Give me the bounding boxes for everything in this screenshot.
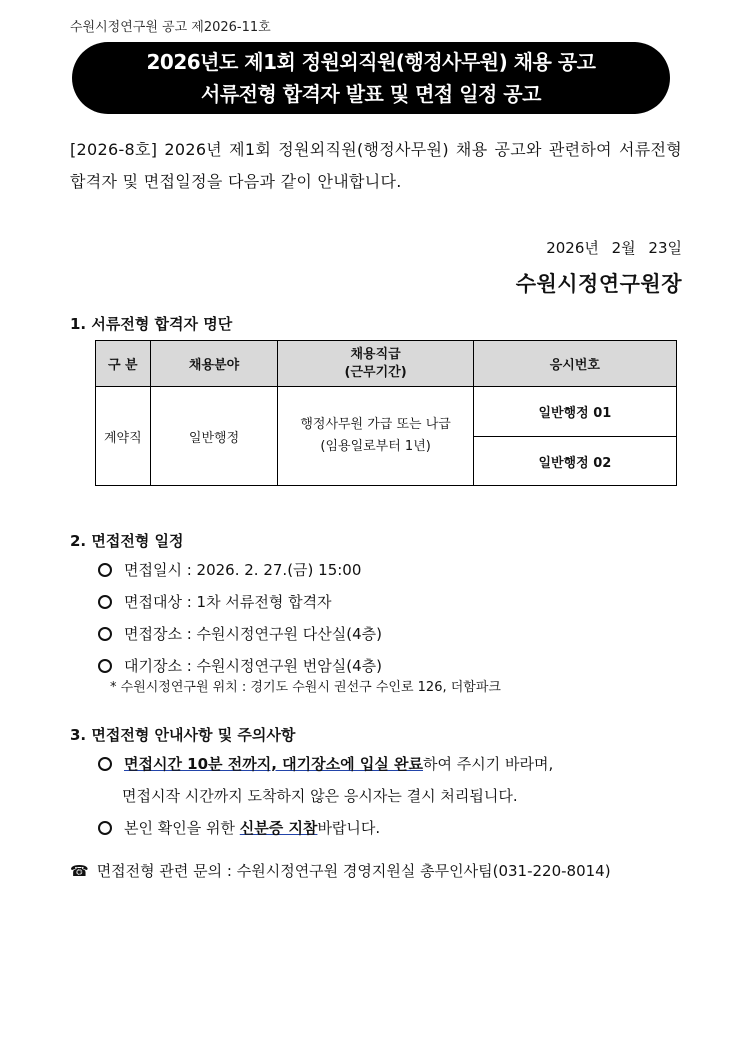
announcement-date: 2026년 2월 23일 xyxy=(546,239,682,257)
cell-grade-line2: (임용일로부터 1년) xyxy=(320,439,431,454)
instruction-2-post: 바랍니다. xyxy=(317,819,381,837)
header-category: 구 분 xyxy=(96,341,151,387)
instructions-list xyxy=(98,752,553,848)
section-2-title: 2. 면접전형 일정 xyxy=(70,532,184,550)
list-item xyxy=(98,816,553,848)
schedule-waiting-room: 대기장소 : 수원시정연구원 번암실(4층) xyxy=(124,657,382,675)
applicant-table xyxy=(95,340,677,486)
contact-line xyxy=(70,860,611,881)
instruction-1-rest: 하여 주시기 바라며, xyxy=(423,755,554,773)
schedule-target: 면접대상 : 1차 서류전형 합격자 xyxy=(124,593,332,611)
circle-bullet-icon xyxy=(98,757,112,771)
interview-schedule-list xyxy=(98,558,382,686)
header-grade-line2: (근무기간) xyxy=(344,364,407,380)
cell-applicant-id-2: 일반행정 02 xyxy=(473,437,676,486)
intro-paragraph: [2026-8호] 2026년 제1회 정원외직원(행정사무원) 채용 공고와 관련하여 서류전형 합격자 및 면접일정을 다음과 같이 안내합니다. xyxy=(70,140,682,191)
instruction-1-emphasis: 면접시간 10분 전까지, 대기장소에 입실 완료 xyxy=(124,755,424,773)
list-item xyxy=(98,558,382,590)
list-item-continuation xyxy=(98,784,553,816)
title-line-2: 서류전형 합격자 발표 및 면접 일정 공고 xyxy=(201,82,541,106)
circle-bullet-icon xyxy=(98,821,112,835)
list-item xyxy=(98,590,382,622)
circle-bullet-icon xyxy=(98,627,112,641)
title-banner xyxy=(72,42,670,114)
list-item xyxy=(98,752,553,784)
instruction-1 xyxy=(124,752,553,776)
instruction-1-continuation: 면접시작 시간까지 도착하지 않은 응시자는 결시 처리됩니다. xyxy=(122,787,518,805)
cell-field: 일반행정 xyxy=(150,387,278,486)
document-number: 수원시정연구원 공고 제2026-11호 xyxy=(70,20,271,35)
cell-grade-line1: 행정사무원 가급 또는 나급 xyxy=(300,417,451,432)
header-applicant-id: 응시번호 xyxy=(473,341,676,387)
section-3-title: 3. 면접전형 안내사항 및 주의사항 xyxy=(70,726,296,744)
table-row xyxy=(96,387,677,437)
cell-applicant-id-1: 일반행정 01 xyxy=(473,387,676,437)
instruction-2-emphasis: 신분증 지참 xyxy=(239,819,318,837)
section-1-title: 1. 서류전형 합격자 명단 xyxy=(70,315,233,333)
cell-type: 계약직 xyxy=(96,387,151,486)
title-line-1: 2026년도 제1회 정원외직원(행정사무원) 채용 공고 xyxy=(146,50,596,74)
instruction-2 xyxy=(124,816,380,840)
location-note: * 수원시정연구원 위치 : 경기도 수원시 권선구 수인로 126, 더함파크 xyxy=(110,680,501,695)
circle-bullet-icon xyxy=(98,659,112,673)
instruction-2-pre: 본인 확인을 위한 xyxy=(124,819,240,837)
list-item xyxy=(98,622,382,654)
schedule-venue: 면접장소 : 수원시정연구원 다산실(4층) xyxy=(124,625,382,643)
signer-title: 수원시정연구원장 xyxy=(515,272,682,296)
header-grade-line1: 채용직급 xyxy=(350,346,401,362)
circle-bullet-icon xyxy=(98,595,112,609)
header-grade xyxy=(278,341,473,387)
circle-bullet-icon xyxy=(98,563,112,577)
schedule-datetime: 면접일시 : 2026. 2. 27.(금) 15:00 xyxy=(124,561,362,579)
header-field: 채용분야 xyxy=(150,341,278,387)
contact-text: 면접전형 관련 문의 : 수원시정연구원 경영지원실 총무인사팀(031-220-8014) xyxy=(96,862,611,880)
phone-icon: ☎ xyxy=(70,861,89,880)
table-header-row xyxy=(96,341,677,387)
cell-grade xyxy=(278,387,473,486)
